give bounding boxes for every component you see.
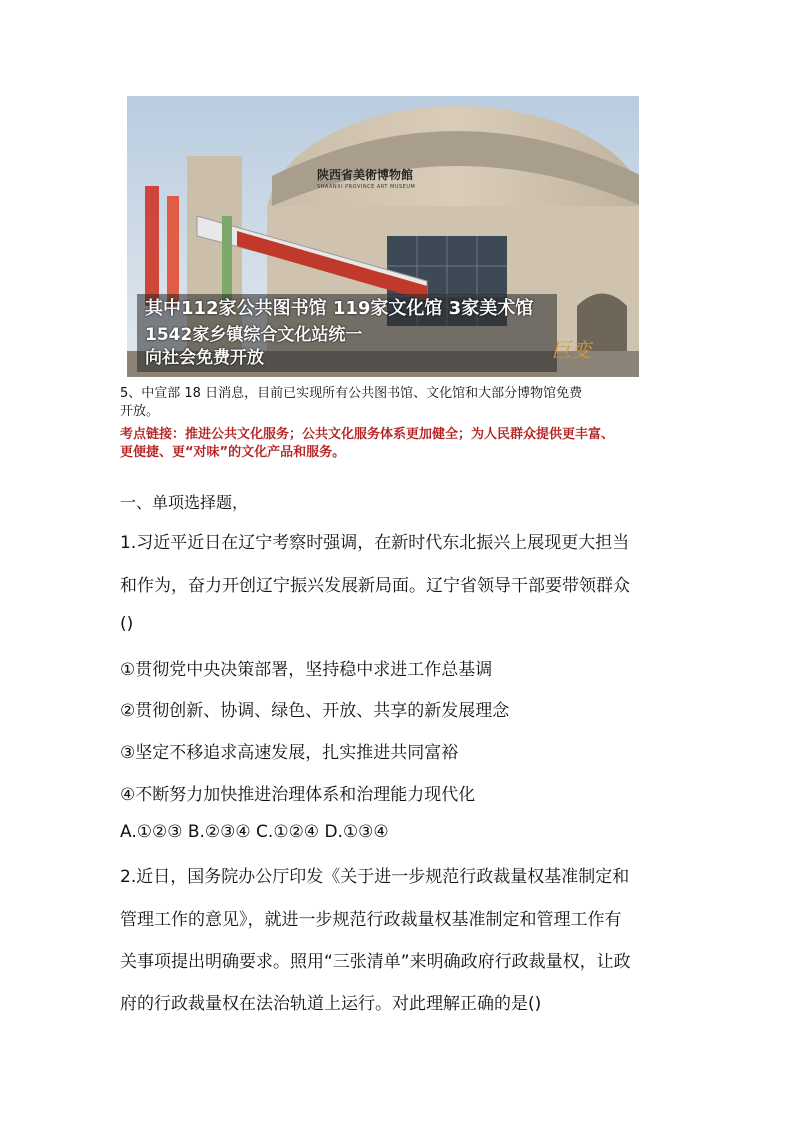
exam-link-paragraph [120, 426, 690, 462]
q1-option-1: ①贯彻党中央决策部署，坚持稳中求进工作总基调 [120, 660, 493, 680]
q1-choices: A.①②③ B.②③④ C.①②④ D.①③④ [120, 822, 389, 842]
exam-link-line-2: 更便捷、更“对味”的文化产品和服务。 [120, 445, 346, 460]
q2-line-1: 2.近日，国务院办公厅印发《关于进一步规范行政裁量权基准制定和 [120, 867, 630, 887]
building-sign: 陕西省美術博物館 [317, 168, 414, 182]
q1-line-3: () [120, 614, 134, 634]
q1-option-2: ②贯彻创新、协调、绿色、开放、共享的新发展理念 [120, 701, 510, 721]
q1-option-4: ④不断努力加快推进治理体系和治理能力现代化 [120, 785, 476, 805]
photo-caption-line-3: 向社会免费开放 [145, 348, 264, 368]
q1-line-2: 和作为，奋力开创辽宁振兴发展新局面。辽宁省领导干部要带领群众 [120, 576, 630, 596]
q2-line-3: 关事项提出明确要求。照用“三张清单”来明确政府行政裁量权，让政 [120, 952, 631, 972]
q1-option-3: ③坚定不移追求高速发展，扎实推进共同富裕 [120, 743, 459, 763]
news-line-1: 5、中宣部 18 日消息，目前已实现所有公共图书馆、文化馆和大部分博物馆免费 [120, 386, 583, 401]
q2-line-4: 府的行政裁量权在法治轨道上运行。对此理解正确的是() [120, 994, 542, 1014]
photo-caption-line-1: 其中112家公共图书馆 119家文化馆 3家美术馆 [145, 298, 534, 319]
section-heading: 一、单项选择题， [120, 493, 249, 512]
news-paragraph [120, 385, 690, 421]
building-sign-english: SHAANXI PROVINCE ART MUSEUM [317, 184, 416, 190]
channel-logo: 巨变 [551, 338, 591, 362]
photo-caption-line-2: 1542家乡镇综合文化站统一 [145, 325, 363, 345]
news-line-2: 开放。 [120, 404, 160, 419]
exam-link-line-1: 考点链接：推进公共文化服务；公共文化服务体系更加健全；为人民群众提供更丰富、 [120, 427, 615, 442]
q1-line-1: 1.习近平近日在辽宁考察时强调，在新时代东北振兴上展现更大担当 [120, 533, 630, 553]
news-photo [127, 96, 639, 377]
q2-line-2: 管理工作的意见》，就进一步规范行政裁量权基准制定和管理工作有 [120, 910, 622, 930]
